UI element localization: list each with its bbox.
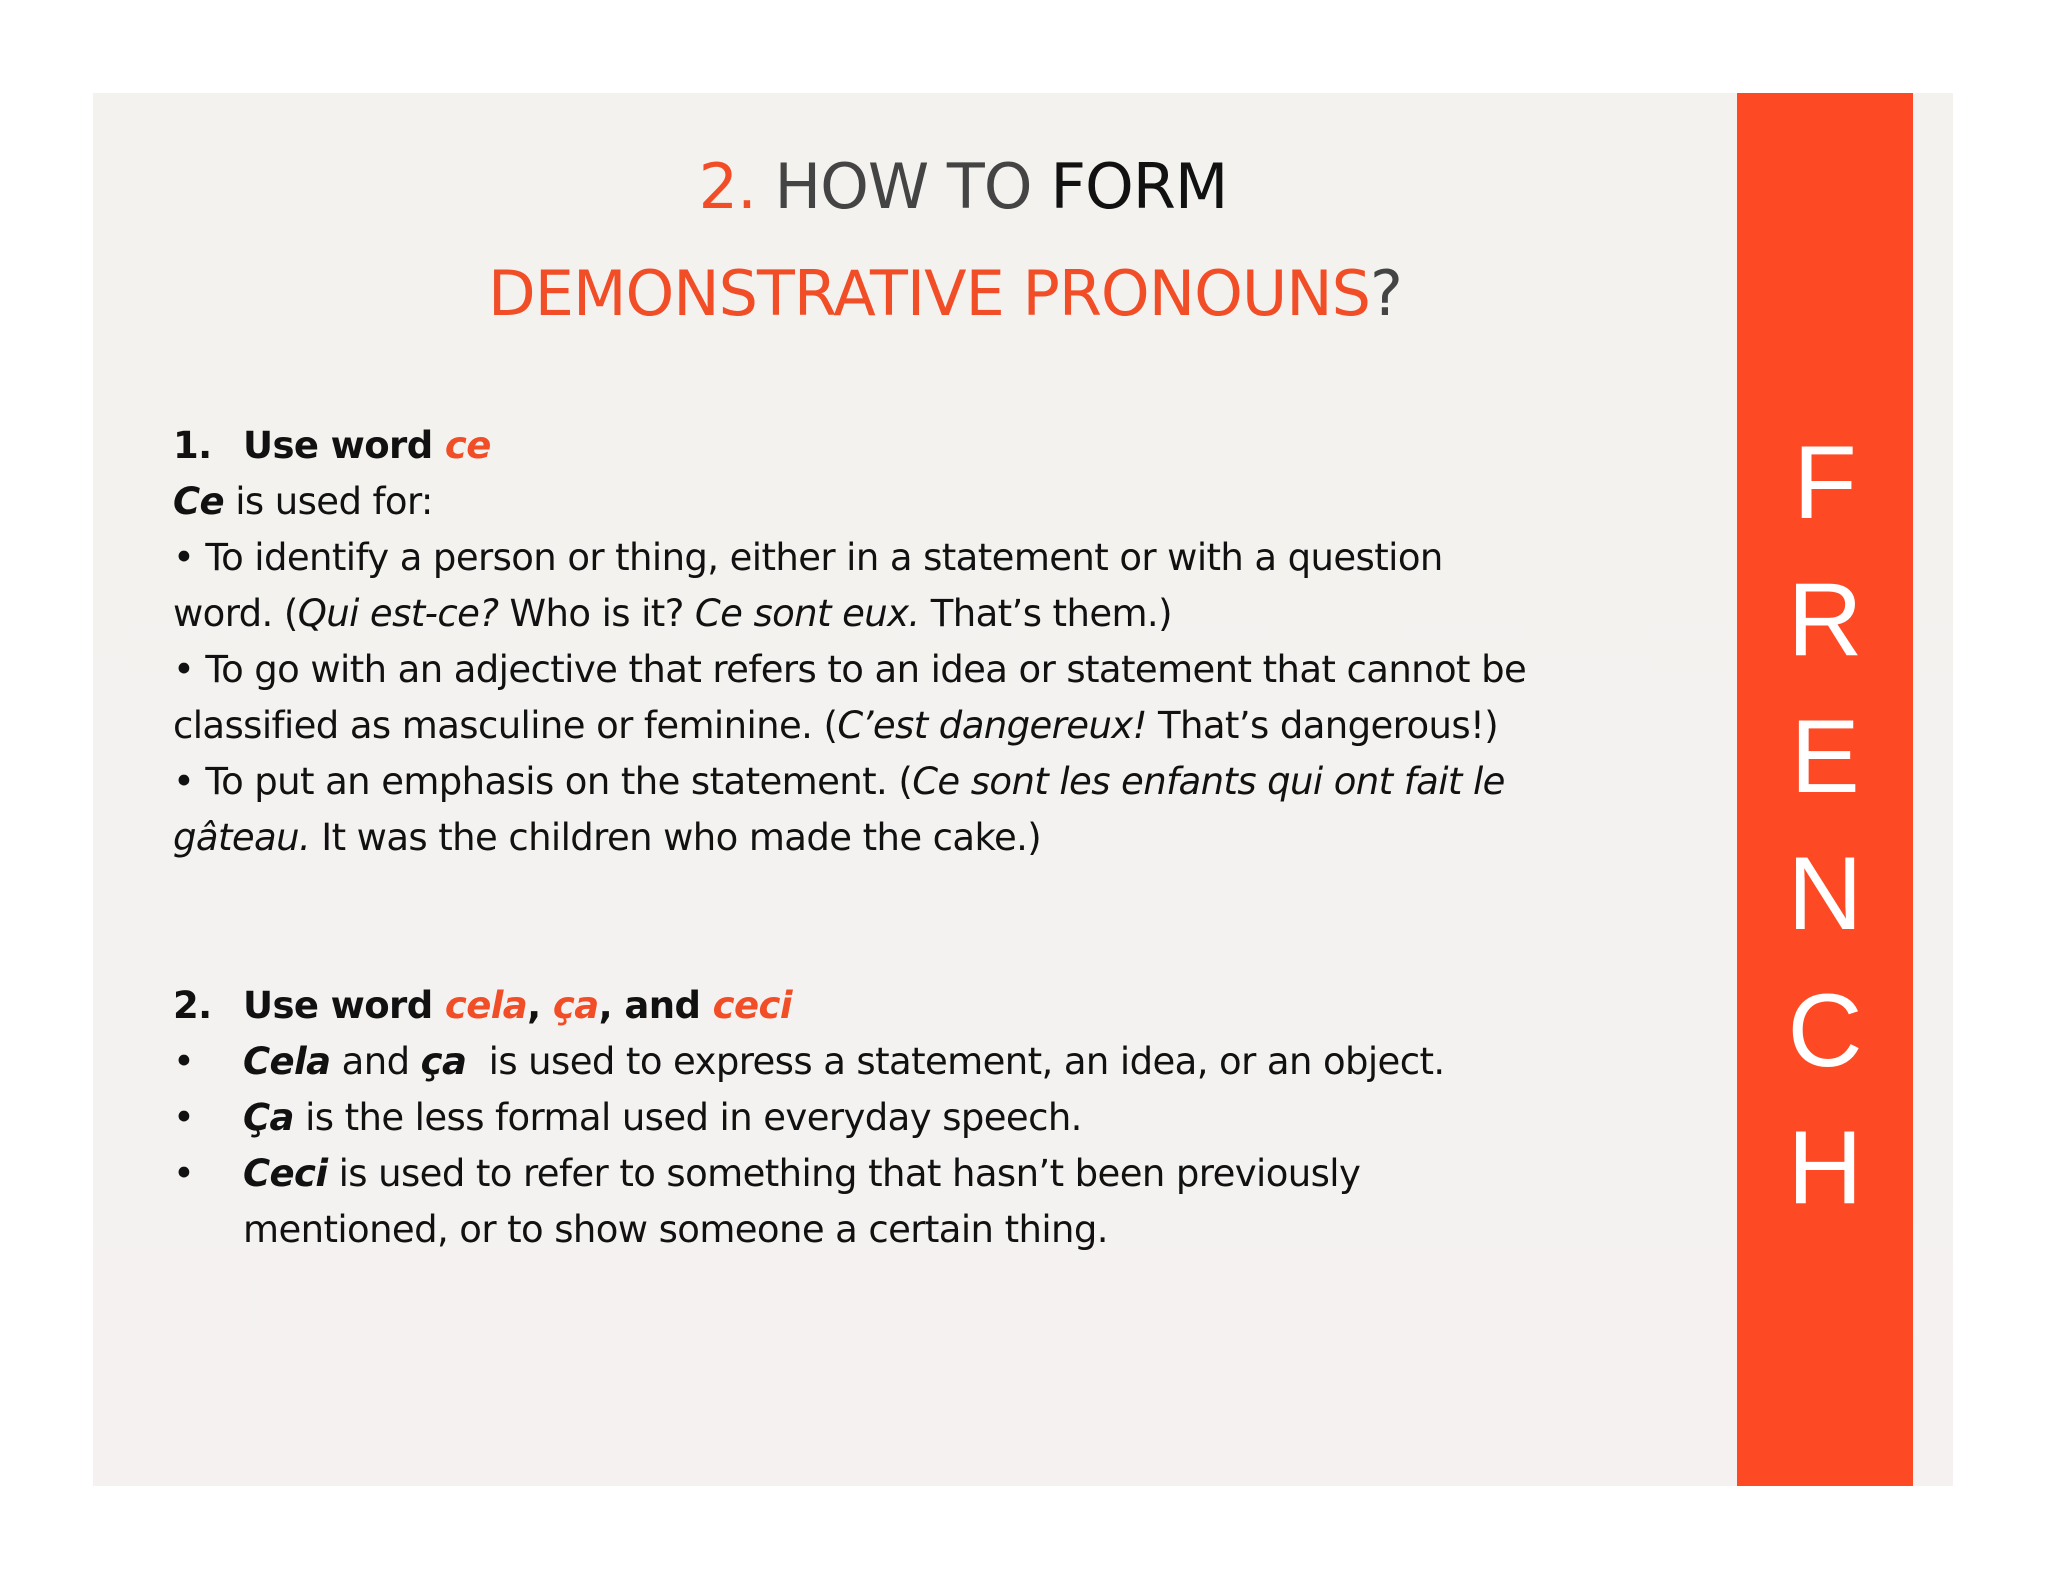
bullet-3-example-1: Ce sont les enfants qui ont fait le	[912, 760, 1505, 803]
section-1-bullet-3	[173, 754, 1613, 810]
title-form: FORM	[1050, 150, 1228, 223]
bullet-1-rest: is used to express a statement, an idea, or an object.	[466, 1040, 1445, 1083]
bullet-1-word-ca: ça	[420, 1040, 467, 1083]
bullet-2-text: classified as masculine or feminine. (	[173, 704, 838, 747]
section-2-bullet-3-cont: mentioned, or to show someone a certain thing.	[243, 1208, 1108, 1251]
bullet-1-translation-1: Who is it?	[498, 592, 695, 635]
bullet-3-rest: is used to refer to something that hasn’t been previously	[327, 1152, 1361, 1195]
bullet-2-translation: That’s dangerous!)	[1146, 704, 1499, 747]
bullet-dot: •	[173, 1152, 195, 1195]
title-number: 2.	[698, 150, 756, 223]
bullet-1-example-2: Ce sont eux.	[694, 592, 920, 635]
banner-letter: N	[1787, 836, 1863, 952]
intro-rest: is used for:	[235, 480, 433, 523]
section-2-sep-2: , and	[598, 984, 701, 1027]
bullet-1-word-cela: Cela	[243, 1040, 331, 1083]
french-side-banner	[1737, 93, 1913, 1486]
title-how-to: HOW TO	[774, 150, 1032, 223]
title-question-mark: ?	[1370, 257, 1402, 330]
bullet-2-example: C’est dangereux!	[837, 704, 1147, 747]
banner-letter: R	[1787, 562, 1863, 678]
section-2-word-cela: cela	[444, 984, 528, 1027]
bullet-1-and: and	[330, 1040, 421, 1083]
section-2-heading	[173, 978, 1613, 1034]
bullet-2-rest: is the less formal used in everyday speech.	[293, 1096, 1082, 1139]
bullet-dot: •	[173, 1096, 195, 1139]
section-2-bullet-3	[173, 1146, 1613, 1202]
bullet-dot: •	[173, 1040, 195, 1083]
section-1-intro	[173, 474, 1613, 530]
section-1-bullet-1-cont	[173, 586, 1613, 642]
section-2-sep-1: ,	[527, 984, 541, 1027]
bullet-1-text: word. (	[173, 592, 298, 635]
banner-letter: E	[1790, 699, 1860, 815]
bullet-3-word-ceci: Ceci	[243, 1152, 328, 1195]
bullet-1-translation-2: That’s them.)	[919, 592, 1172, 635]
section-1-number: 1.	[173, 424, 212, 467]
section-spacer	[173, 866, 1613, 978]
section-2-word-ceci: ceci	[712, 984, 792, 1027]
slide-title-line-1	[93, 150, 1833, 223]
intro-word: Ce	[173, 480, 225, 523]
bullet-3-translation: It was the children who made the cake.)	[310, 816, 1042, 859]
banner-letters	[1737, 415, 1913, 1237]
section-1-bullet-2-cont	[173, 698, 1613, 754]
section-1-bullet-3-cont	[173, 810, 1613, 866]
title-demonstrative-pronouns: DEMONSTRATIVE PRONOUNS	[488, 257, 1371, 330]
bullet-1-example-1: Qui est-ce?	[297, 592, 499, 635]
section-2-bullet-1	[173, 1034, 1613, 1090]
banner-letter: C	[1787, 973, 1863, 1089]
bullet-2-word-ca: Ça	[243, 1096, 294, 1139]
banner-letter: F	[1793, 425, 1857, 541]
section-2-number: 2.	[173, 984, 212, 1027]
section-2-bullet-2	[173, 1090, 1613, 1146]
section-1-bullet-2: • To go with an adjective that refers to an idea or statement that cannot be	[173, 648, 1527, 691]
bullet-3-example-2: gâteau.	[173, 816, 311, 859]
section-1-heading-word: ce	[444, 424, 491, 467]
banner-letter: H	[1787, 1110, 1863, 1226]
section-1-heading-text: Use word	[243, 424, 433, 467]
section-2-word-ca: ça	[552, 984, 599, 1027]
slide-body	[173, 418, 1613, 1258]
section-1-bullet-1: • To identify a person or thing, either in a statement or with a question	[173, 536, 1443, 579]
bullet-3-text: • To put an emphasis on the statement. (	[173, 760, 913, 803]
section-2-heading-text: Use word	[243, 984, 433, 1027]
section-1-heading	[173, 418, 1613, 474]
slide-title-line-2	[295, 257, 1595, 330]
